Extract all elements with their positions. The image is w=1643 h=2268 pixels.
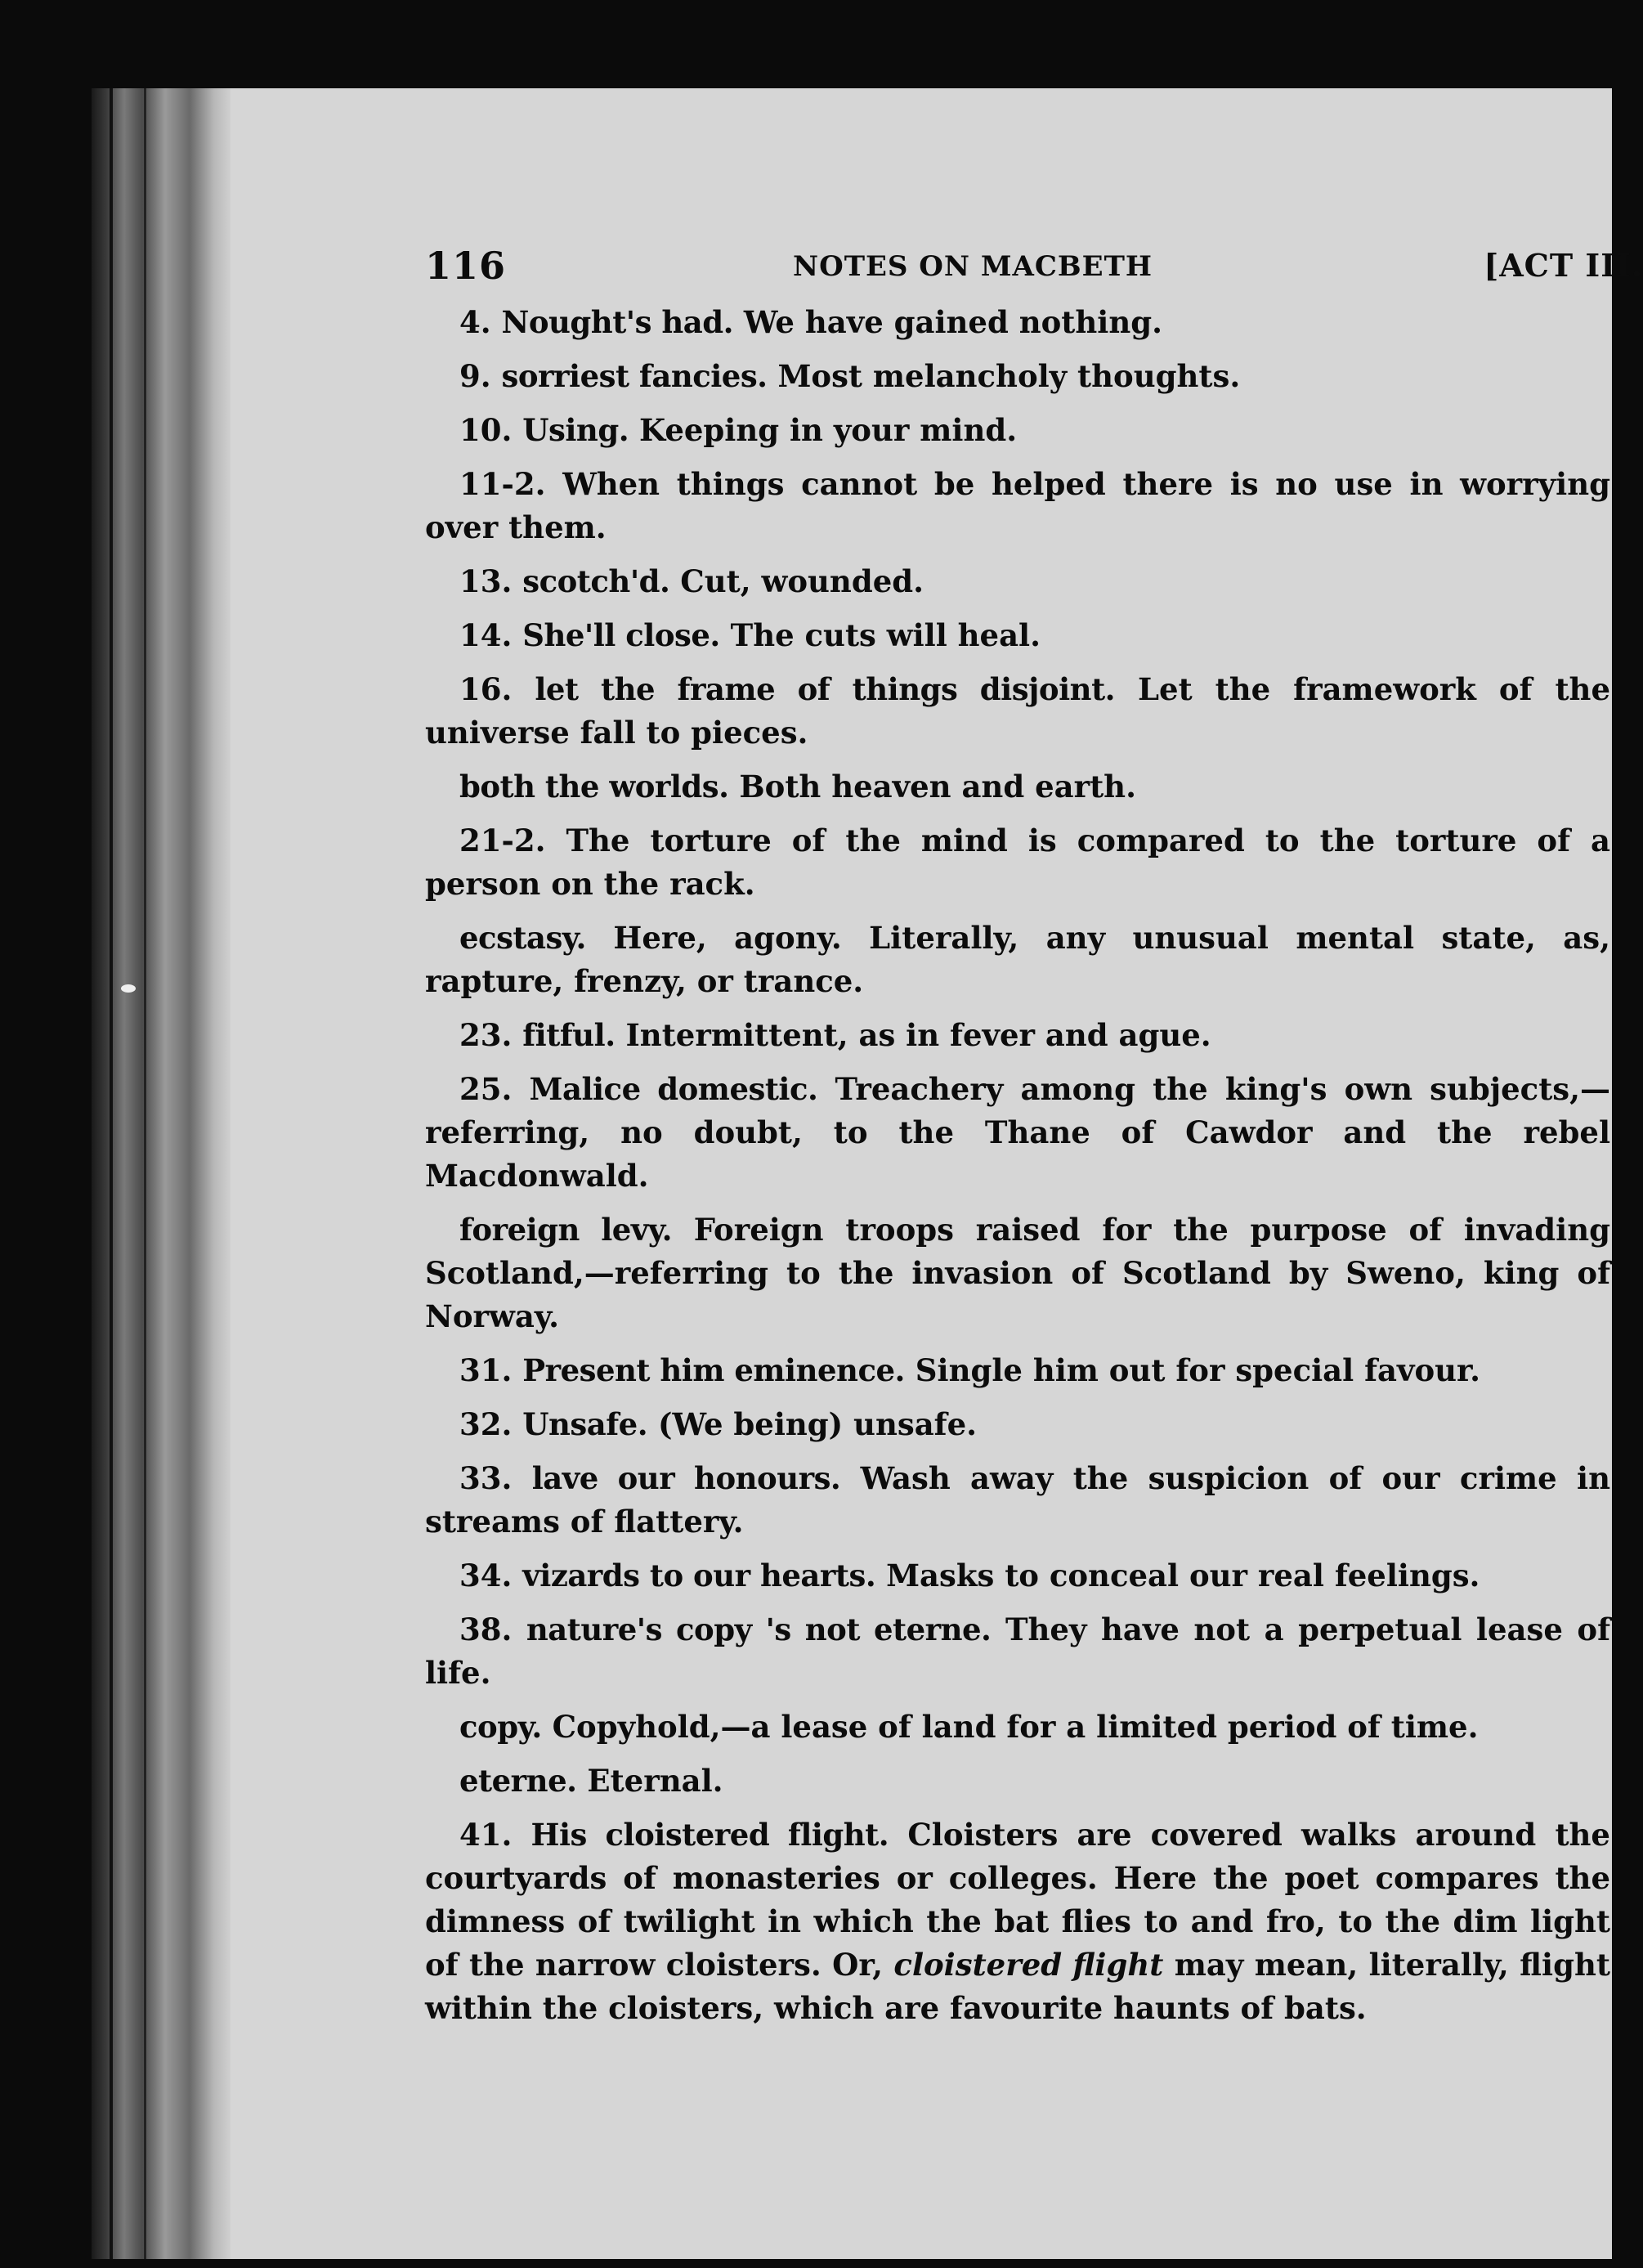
note-item: 11-2. When things cannot be helped there is no use in worrying over them. [425,466,1610,545]
note-item: 31. Present him eminence. Single him out for special favour. [459,1352,1481,1388]
book-spine-shadow [92,88,231,2259]
note-item: 34. vizards to our hearts. Masks to conceal our real feelings. [459,1558,1480,1593]
scan-speck [121,984,136,993]
note-item: 16. let the frame of things disjoint. Let the framework of the universe fall to pieces. [425,671,1610,751]
spine-crease [110,88,113,2259]
note-item: 4. Nought's had. We have gained nothing. [459,304,1162,340]
note-item: ecstasy. Here, agony. Literally, any unusual mental state, as, rapture, frenzy, or trance. [425,920,1610,999]
note-item: foreign levy. Foreign troops raised for the purpose of invading Scotland,—referring to the invasion of Scotland by Sweno, king of Norway. [425,1212,1610,1334]
note-item: 13. scotch'd. Cut, wounded. [459,563,924,599]
note-item: copy. Copyhold,—a lease of land for a limited period of time. [459,1709,1479,1745]
note-item: 9. sorriest fancies. Most melancholy thoughts. [459,358,1241,394]
notes-list [425,301,1610,2030]
note-item: eterne. Eternal. [459,1763,723,1799]
note-item: 23. fitful. Intermittent, as in fever and ague. [459,1017,1211,1053]
page-number: 116 [425,244,507,288]
spine-crease [144,88,146,2259]
book-page [92,88,1643,2259]
note-item: 33. lave our honours. Wash away the suspicion of our crime in streams of flattery. [425,1460,1610,1540]
note-item: both the worlds. Both heaven and earth. [459,769,1136,805]
page-text [425,244,1643,2041]
note-item: 32. Unsafe. (We being) unsafe. [459,1406,978,1442]
note-item: 21-2. The torture of the mind is compared to the torture of a person on the rack. [425,822,1610,902]
note-item: 25. Malice domestic. Treachery among the king's own subjects,—referring, no doubt, to the Thane of Cawdor and the rebel Macdonwald. [425,1071,1611,1194]
note-item: 14. She'll close. The cuts will heal. [459,617,1041,653]
running-head [425,244,1643,301]
running-title: NOTES ON MACBETH [793,250,1153,283]
note-item: 41. His cloistered flight. Cloisters are covered walks around the courtyards of monasteries or colleges. Here the poet compares the dimness of twilight in which the bat flies to and fro, to the dim light of the narrow cloisters. Or, cloistered flight may mean, literally, flight within the cloisters, which are favourite haunts of bats. [425,1817,1610,2026]
act-marker: [ACT III. [1484,247,1643,284]
note-item: 10. Using. Keeping in your mind. [459,412,1018,448]
note-item: 38. nature's copy 's not eterne. They have not a perpetual lease of life. [425,1611,1610,1691]
